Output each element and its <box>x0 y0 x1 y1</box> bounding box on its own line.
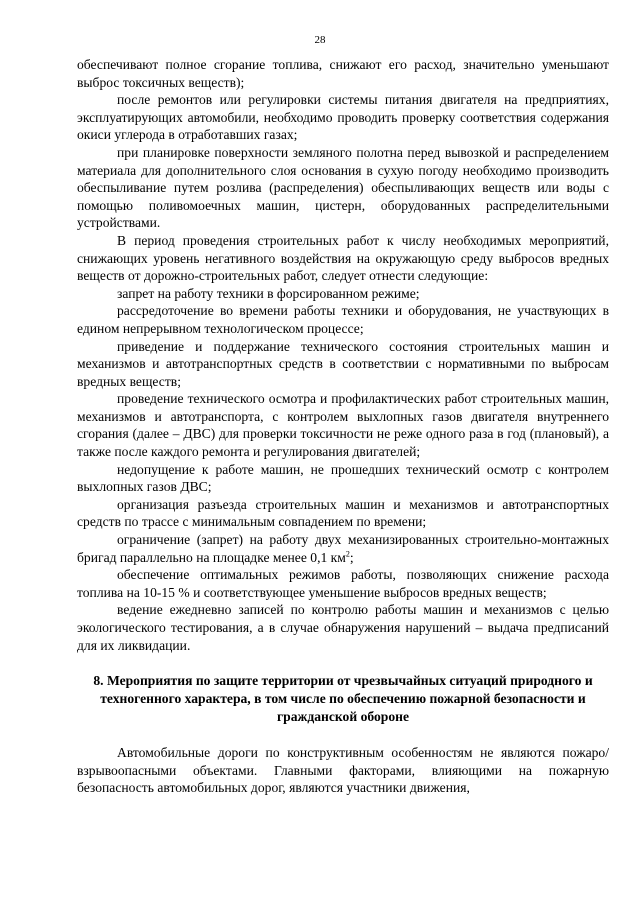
paragraph: при планировке поверхности земляного полотна перед вывозкой и распределением материала для дополнительного слоя основания в сухую погоду необходимо производить обеспыливание путем розлива (распределения) обеспыливающих веществ или воды с помощью поливомоечных машин, цистерн, оборудованных распределительными устройствами. <box>77 144 609 231</box>
superscript: 2 <box>345 549 350 559</box>
document-body <box>77 56 609 797</box>
list-item <box>77 531 609 566</box>
paragraph: после ремонтов или регулировки системы питания двигателя на предприятиях, эксплуатирующих автомобили, необходимо проводить проверку соответствия содержания окиси углерода в отработавших газах; <box>77 92 609 143</box>
list-item: недопущение к работе машин, не прошедших технический осмотр с контролем выхлопных газов ДВС; <box>77 461 609 495</box>
list-item-end: ; <box>349 549 354 565</box>
list-item: приведение и поддержание технического состояния строительных машин и механизмов и автотранспортных средств в соответствии с нормативными по выбросам вредных веществ; <box>77 338 609 389</box>
list-item-text: ограничение (запрет) на работу двух механизированных строительно-монтажных бригад параллельно на площадке менее 0,1 км <box>77 532 609 565</box>
paragraph: обеспечивают полное сгорание топлива, снижают его расход, значительно уменьшают выброс токсичных веществ); <box>77 57 609 90</box>
list-item: организация разъезда строительных машин и механизмов и автотранспортных средств по трассе с минимальным совпадением по времени; <box>77 496 609 530</box>
list-item: проведение технического осмотра и профилактических работ строительных машин, механизмов и автотранспорта, с контролем выхлопных газов двигателя внутреннего сгорания (далее – ДВС) для проверки токсичности не реже одного раза в год (плановый), а также после каждого ремонта и регулирования двигателей; <box>77 391 609 460</box>
paragraph: В период проведения строительных работ к числу необходимых мероприятий, снижающих уровень негативного воздействия на окружающую среду выбросов вредных веществ от дорожно-строительных работ, следует отнести следующие: <box>77 232 609 284</box>
page-number: 28 <box>314 34 326 46</box>
list-item: рассредоточение во времени работы техники и оборудования, не участвующих в едином непрерывном технологическом процессе; <box>77 303 609 336</box>
paragraph: Автомобильные дороги по конструктивным особенностям не являются пожаро/взрывоопасными объектами. Главными факторами, влияющими на пожарную безопасность автомобильных дорог, являются участники движения, <box>77 745 609 796</box>
section-heading: 8. Мероприятия по защите территории от чрезвычайных ситуаций природного и техногенного характера, в том числе по обеспечению пожарной безопасности и гражданской обороне <box>93 673 593 725</box>
list-item: запрет на работу техники в форсированном режиме; <box>117 285 420 301</box>
list-item: обеспечение оптимальных режимов работы, позволяющих снижение расхода топлива на 10-15 % и соответствующее уменьшение выбросов вредных веществ; <box>77 567 609 600</box>
list-item: ведение ежедневно записей по контролю работы машин и механизмов с целью экологического тестирования, а в случае обнаружения нарушений – выдача предписаний для их ликвидации. <box>77 602 609 653</box>
